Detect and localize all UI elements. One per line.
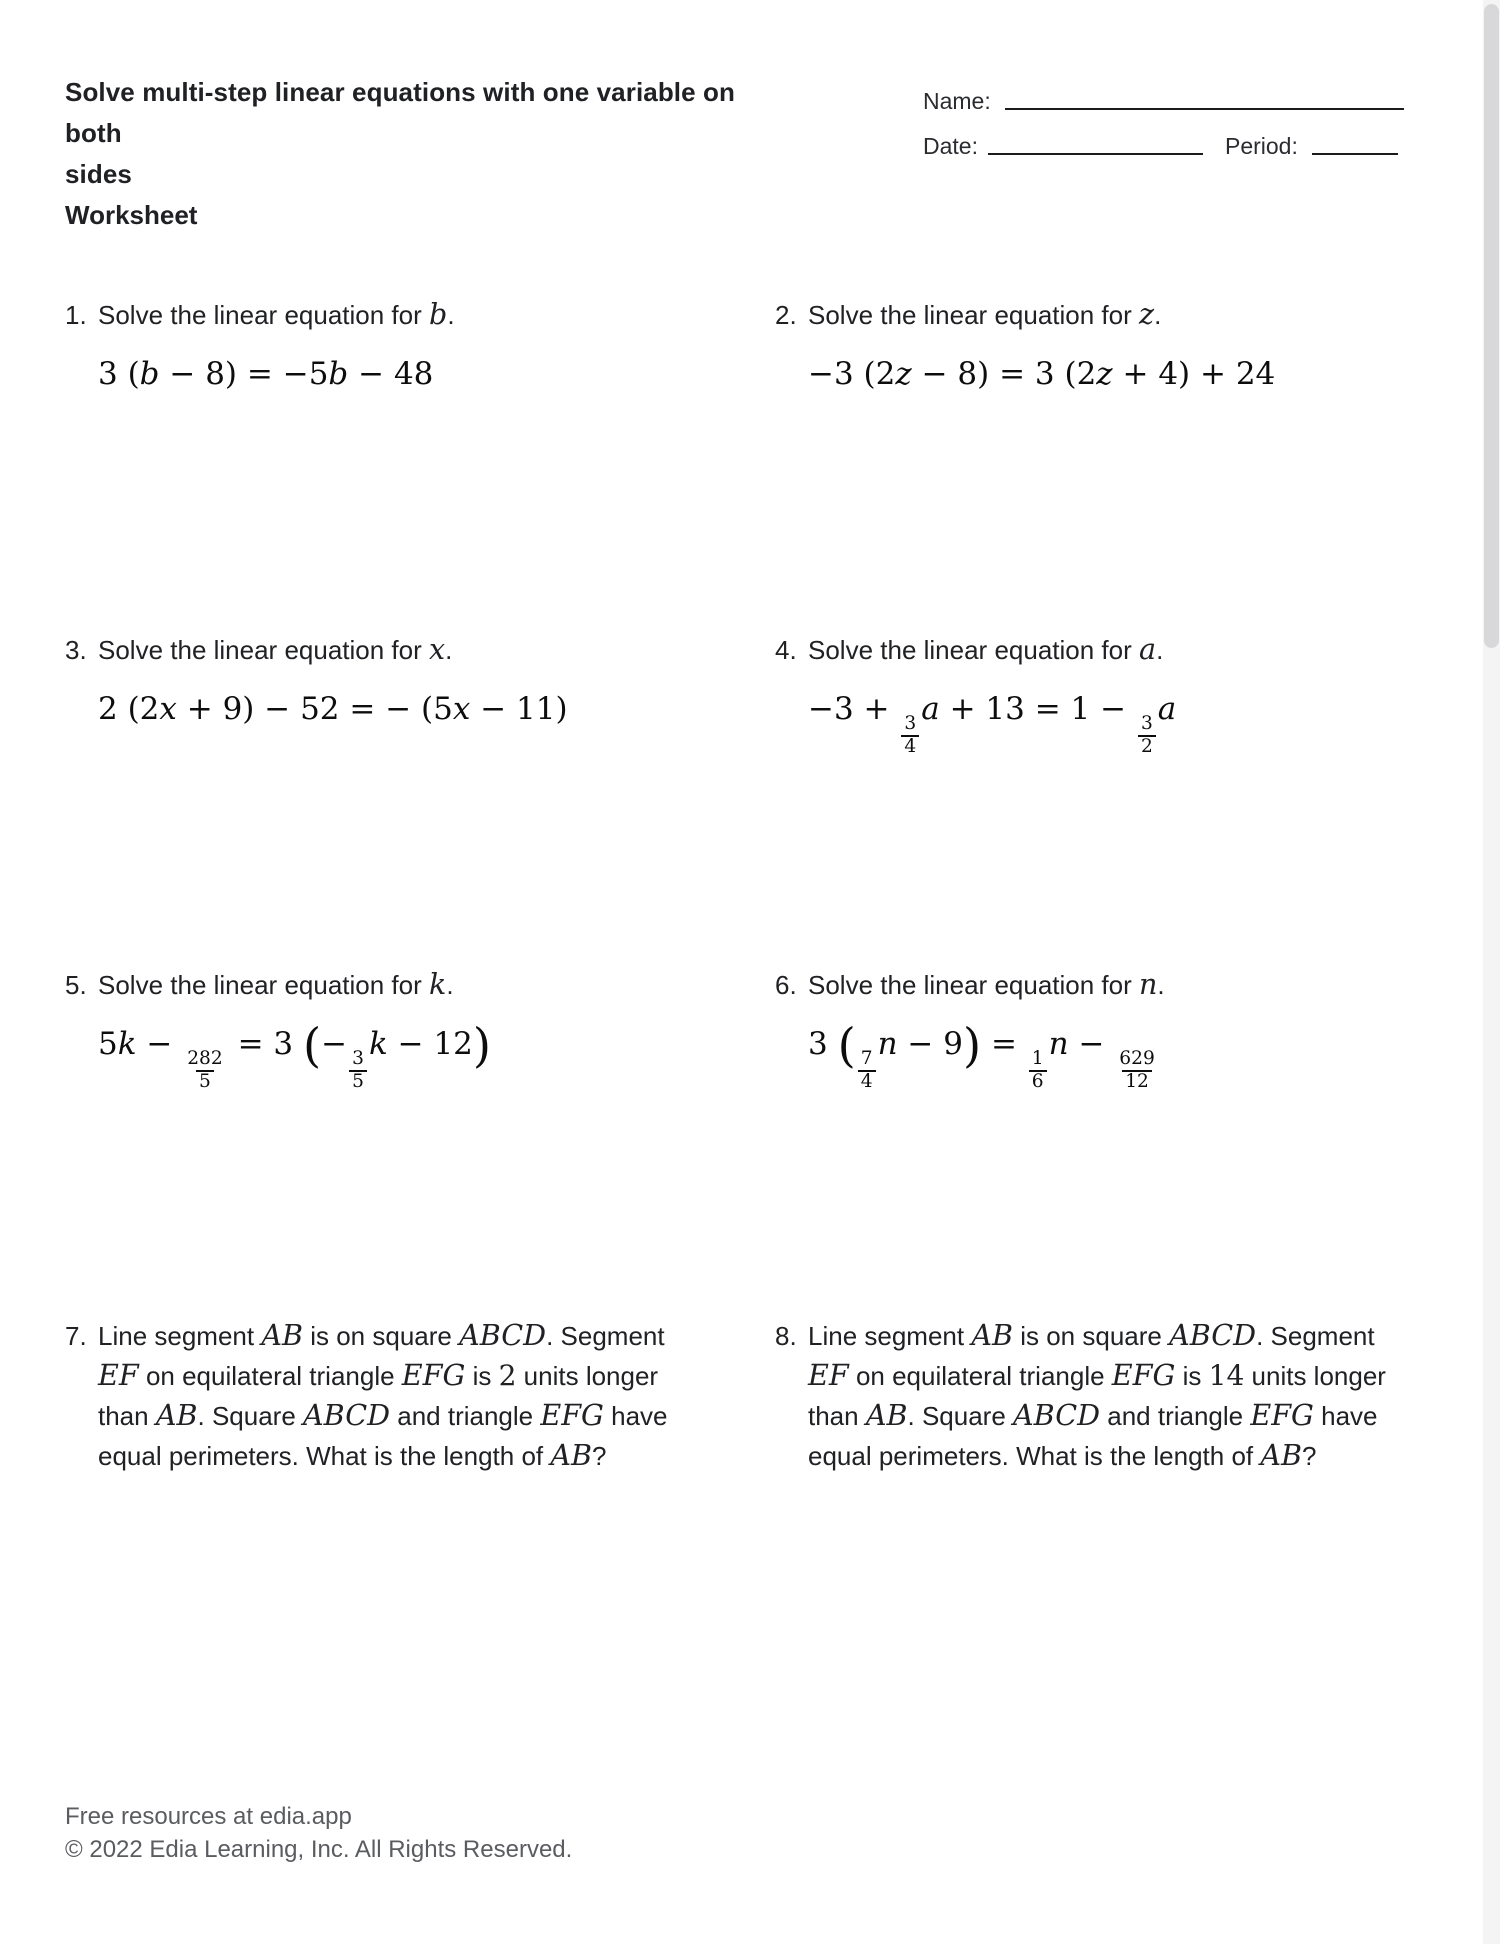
worksheet-title <box>65 72 765 236</box>
problem-1-prompt: Solve the linear equation for b. <box>98 297 455 331</box>
problem-3-equation: 2 (2x + 9) − 52 = − (5x − 11) <box>98 691 568 727</box>
big-paren: ( <box>302 1018 322 1073</box>
name-row <box>923 88 1404 114</box>
math-variable: b <box>328 356 349 392</box>
problem-7-number: 7. <box>65 1321 87 1351</box>
math-variable: z <box>895 356 912 392</box>
math-variable: n <box>1048 1026 1069 1062</box>
math-variable: EF <box>808 1358 849 1392</box>
scrollbar-track[interactable] <box>1483 0 1500 1944</box>
scrollbar-thumb[interactable] <box>1484 4 1499 648</box>
problem-6-equation: 3 ( $\frac{7}{4}$ n − 9) = $\frac{1}{6}$ n − $\frac{629}{12}$ <box>808 1019 1165 1093</box>
title-line-1: Solve multi-step linear equations with one variable on both <box>65 77 735 148</box>
worksheet-subtitle: Worksheet <box>65 200 198 230</box>
math-variable: AB <box>1260 1438 1303 1472</box>
big-paren: ) <box>472 1018 492 1073</box>
problem-2-prompt: Solve the linear equation for z. <box>808 297 1162 331</box>
math-variable: n <box>877 1026 898 1062</box>
problem-1 <box>65 297 455 399</box>
math-variable: x <box>429 632 446 666</box>
math-variable: ABCD <box>1169 1318 1257 1352</box>
problem-4-number: 4. <box>775 635 797 665</box>
problem-7-text: Line segment AB is on square ABCD. Segment EF on equilateral triangle EFG is 2 units longer than AB. Square ABCD and triangle EFG have equal perimeters. What is the length of AB? <box>98 1318 668 1472</box>
problem-3-number: 3. <box>65 635 87 665</box>
math-variable: ABCD <box>459 1318 547 1352</box>
problem-5-equation: 5k − $\frac{282}{5}$ = 3 (− $\frac{3}{5}$ k − 12) <box>98 1018 492 1093</box>
problem-2-equation: −3 (2z − 8) = 3 (2z + 4) + 24 <box>808 356 1276 392</box>
math-variable: ABCD <box>303 1398 391 1432</box>
problem-5-number: 5. <box>65 970 87 1000</box>
math-variable: AB <box>261 1318 303 1352</box>
fraction: $\frac{629}{12}$ <box>1119 1048 1155 1093</box>
math-variable: a <box>1139 632 1157 666</box>
problem-4 <box>775 632 1176 758</box>
problem-8-number: 8. <box>775 1321 797 1351</box>
footer-copyright-line: © 2022 Edia Learning, Inc. All Rights Reserved. <box>65 1836 573 1863</box>
problem-3 <box>65 632 568 734</box>
math-variable: AB <box>971 1318 1013 1352</box>
problem-8-text: Line segment AB is on square ABCD. Segment EF on equilateral triangle EFG is 14 units longer than AB. Square ABCD and triangle EFG have equal perimeters. What is the length of AB? <box>808 1318 1386 1472</box>
student-info-block <box>923 88 1404 159</box>
math-variable: k <box>117 1026 137 1062</box>
math-variable: AB <box>865 1398 908 1432</box>
math-variable: ABCD <box>1013 1398 1101 1432</box>
problem-6-number: 6. <box>775 970 797 1000</box>
problem-4-prompt: Solve the linear equation for a. <box>808 632 1164 666</box>
math-variable: k <box>429 967 447 1001</box>
math-variable: AB <box>550 1438 593 1472</box>
fraction: $\frac{282}{5}$ <box>187 1048 223 1093</box>
problem-5 <box>65 967 491 1093</box>
math-variable: z <box>1096 356 1113 392</box>
big-paren: ) <box>962 1018 982 1073</box>
problem-8 <box>775 1316 1393 1476</box>
problem-1-number: 1. <box>65 300 87 330</box>
math-variable: b <box>139 356 160 392</box>
fraction: $\frac{1}{6}$ <box>1029 1049 1047 1093</box>
math-number: 14 <box>1208 1359 1245 1392</box>
date-blank-line <box>988 153 1203 155</box>
problem-2 <box>775 297 1275 399</box>
math-variable: EF <box>98 1358 139 1392</box>
fraction: $\frac{7}{4}$ <box>858 1049 876 1093</box>
math-number: 2 <box>498 1359 517 1392</box>
math-variable: AB <box>155 1398 198 1432</box>
math-variable: b <box>429 297 448 331</box>
math-variable: EFG <box>1111 1358 1176 1392</box>
math-variable: k <box>368 1026 388 1062</box>
math-variable: x <box>159 691 177 727</box>
math-variable: n <box>1139 967 1158 1001</box>
fraction: $\frac{3}{2}$ <box>1138 714 1156 758</box>
problem-1-equation: 3 (b − 8) = −5b − 48 <box>98 356 434 392</box>
period-blank-line <box>1312 153 1398 155</box>
math-variable: a <box>921 691 940 727</box>
math-variable: EFG <box>401 1358 466 1392</box>
fraction: $\frac{3}{5}$ <box>349 1049 367 1093</box>
problem-6-prompt: Solve the linear equation for n. <box>808 967 1165 1001</box>
problem-7 <box>65 1316 683 1476</box>
problem-3-prompt: Solve the linear equation for x. <box>98 632 453 666</box>
math-variable: a <box>1157 691 1177 727</box>
math-variable: z <box>1139 297 1155 331</box>
problem-4-equation: −3 + $\frac{3}{4}$ a + 13 = 1 − $\frac{3}{2}$ a <box>808 691 1177 758</box>
math-variable: EFG <box>1250 1398 1314 1432</box>
problem-5-prompt: Solve the linear equation for k. <box>98 967 454 1001</box>
fraction: $\frac{3}{4}$ <box>901 714 919 758</box>
name-label: Name: <box>923 88 991 114</box>
page-footer <box>65 1800 572 1866</box>
problem-2-number: 2. <box>775 300 797 330</box>
math-variable: EFG <box>540 1398 604 1432</box>
title-line-2: sides <box>65 159 132 189</box>
footer-resources-line: Free resources at edia.app <box>65 1803 352 1830</box>
period-label: Period: <box>1224 133 1298 159</box>
problem-6 <box>775 967 1165 1093</box>
big-paren: ( <box>837 1018 856 1073</box>
date-period-row <box>923 133 1404 159</box>
date-label: Date: <box>923 133 978 159</box>
math-variable: x <box>452 691 471 727</box>
name-blank-line <box>1005 108 1404 110</box>
